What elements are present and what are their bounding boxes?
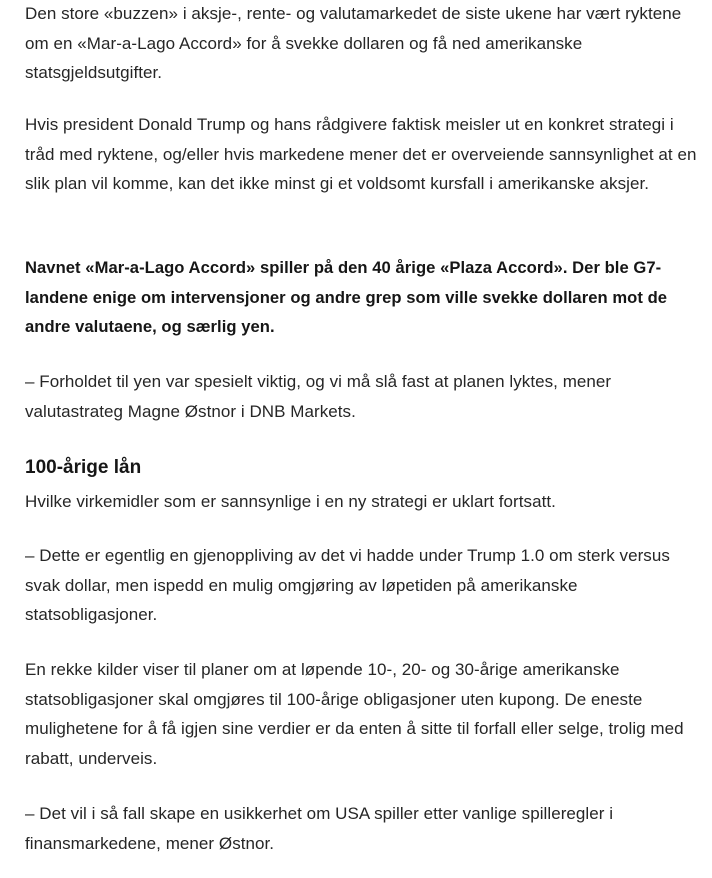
paragraph-unclear-means: Hvilke virkemidler som er sannsynlige i en ny strategi er uklart fortsatt. — [25, 492, 556, 511]
section-heading: 100-årige lån — [25, 457, 142, 478]
paragraph-intro: Den store «buzzen» i aksje-, rente- og valutamarkedet de siste ukene har vært ryktene om en «Mar-a-Lago Accord» for å svekke dollaren og få ned amerikanske statsgjeldsutgifter. — [25, 4, 682, 82]
paragraph-trump-strategy: Hvis president Donald Trump og hans rådgivere faktisk meisler ut en konkret strategi i tråd med ryktene, og/eller hvis markedene mener det er overveiende sannsynlighet at en slik plan vil komme, kan det ikke minst gi et voldsomt kursfall i amerikanske aksjer. — [25, 115, 697, 193]
paragraph-quote-yen: – Forholdet til yen var spesielt viktig, og vi må slå fast at planen lyktes, mener valutastrateg Magne Østnor i DNB Markets. — [25, 372, 612, 421]
paragraph-quote-trump: – Dette er egentlig en gjenoppliving av det vi hadde under Trump 1.0 om sterk versus svak dollar, men ispedd en mulig omgjøring av løpetiden på amerikanske statsobligasjoner. — [25, 546, 670, 624]
paragraph-quote-uncertainty: – Det vil i så fall skape en usikkerhet om USA spiller etter vanlige spilleregler i finansmarkedene, mener Østnor. — [25, 804, 614, 853]
paragraph-century-bonds: En rekke kilder viser til planer om at løpende 10-, 20- og 30-årige amerikanske statsobligasjoner skal omgjøres til 100-årige obligasjoner uten kupong. De eneste mulighetene for å få igjen sine verdier er da enten å sitte til forfall eller selge, trolig med rabatt, underveis. — [25, 660, 684, 768]
paragraph-plaza-accord: Navnet «Mar-a-Lago Accord» spiller på den 40 årige «Plaza Accord». Der ble G7-landene enige om intervensjoner og andre grep som ville svekke dollaren mot de andre valutaene, og særlig yen. — [25, 258, 668, 336]
